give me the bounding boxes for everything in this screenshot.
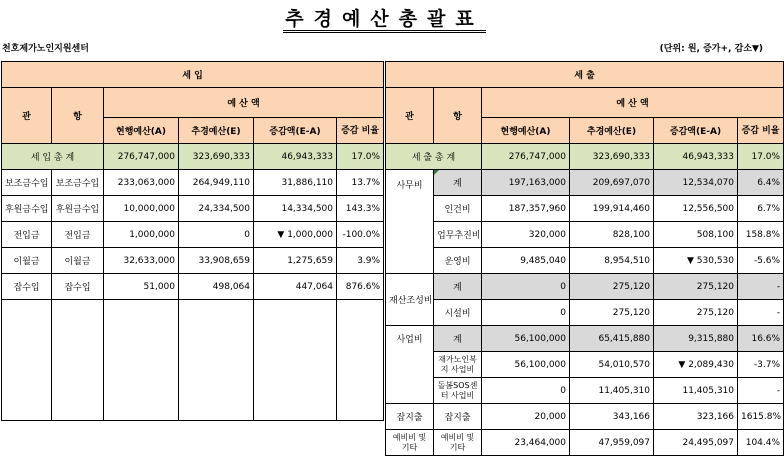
table-row: 잡수입 잡수입 51,000 498,064 447,064 876.6% — [2, 274, 384, 300]
total-label: 세 출 총 계 — [386, 144, 482, 170]
cell: 323,690,333 — [179, 144, 254, 170]
col-rate: 증감 비율 — [337, 118, 384, 144]
table-row: 잡지출 잡지출 20,000 343,166 323,166 1615.8% — [386, 404, 784, 430]
table-row: 전입금 전입금 1,000,000 0 ▼ 1,000,000 -100.0% — [2, 222, 384, 248]
col-budget: 예 산 액 — [482, 88, 784, 118]
cell: 276,747,000 — [482, 144, 570, 170]
total-label: 세 입 총 계 — [2, 144, 104, 170]
table-row: 후원금수입 후원금수입 10,000,000 24,334,500 14,334,500 143.3% — [2, 196, 384, 222]
cell: 46,943,333 — [654, 144, 738, 170]
col-gwan: 관 — [386, 88, 434, 144]
cell: 17.0% — [738, 144, 784, 170]
group-label: 사업비 — [386, 326, 434, 404]
revenue-total-row — [2, 144, 384, 170]
empty-row — [2, 300, 384, 421]
col-diff: 증감액(E-A) — [654, 118, 738, 144]
table-row: 운영비 9,485,040 8,954,510 ▼ 530,530 -5.6% — [386, 248, 784, 274]
col-hang: 항 — [52, 88, 104, 144]
table-row: 사무비 계 197,163,000 209,697,070 12,534,070 6.4% — [386, 170, 784, 196]
expense-total-row — [386, 144, 784, 170]
group-label: 사무비 — [386, 170, 434, 274]
org-name: 천호제가노인지원센터 — [2, 44, 89, 54]
cell: 276,747,000 — [104, 144, 179, 170]
col-budget: 예 산 액 — [104, 88, 384, 118]
table-row: 업무추진비 320,000 828,100 508,100 158.8% — [386, 222, 784, 248]
table-row: 예비비 및 기타 예비비 및 기타 23,464,000 47,959,097 24,495,097 104.4% — [386, 430, 784, 456]
col-rate: 증감 비율 — [738, 118, 784, 144]
col-revised: 추경예산(E) — [179, 118, 254, 144]
unit-note: (단위: 원, 증가+, 감소▼) — [659, 44, 763, 54]
col-gwan: 관 — [2, 88, 52, 144]
cell: 323,690,333 — [570, 144, 654, 170]
table-row: 돌봄SOS센터 사업비 0 11,405,310 11,405,310 - — [386, 378, 784, 404]
col-current: 현행예산(A) — [482, 118, 570, 144]
cell: 17.0% — [337, 144, 384, 170]
cell: 46,943,333 — [254, 144, 337, 170]
revenue-section-header: 세 입 — [2, 62, 384, 88]
expense-section-header: 세 출 — [386, 62, 784, 88]
table-row: 시설비 0 275,120 275,120 - — [386, 300, 784, 326]
table-row: 인건비 187,357,960 199,914,460 12,556,500 6.7% — [386, 196, 784, 222]
table-row: 이월금 이월금 32,633,000 33,908,659 1,275,659 3.9% — [2, 248, 384, 274]
table-row: 사업비 계 56,100,000 65,415,880 9,315,880 16.6% — [386, 326, 784, 352]
revenue-table — [1, 61, 384, 421]
page-title: 추경예산총괄표 — [0, 0, 769, 38]
col-revised: 추경예산(E) — [570, 118, 654, 144]
table-row: 재가노인복지 사업비 56,100,000 54,010,570 ▼ 2,089,430 -3.7% — [386, 352, 784, 378]
col-hang: 항 — [434, 88, 482, 144]
group-label: 재산조성비 — [386, 274, 434, 326]
table-row: 보조금수입 보조금수입 233,063,000 264,949,110 31,886,110 13.7% — [2, 170, 384, 196]
col-current: 현행예산(A) — [104, 118, 179, 144]
table-row: 재산조성비 계 0 275,120 275,120 - — [386, 274, 784, 300]
expense-table — [385, 61, 784, 456]
col-diff: 증감액(E-A) — [254, 118, 337, 144]
